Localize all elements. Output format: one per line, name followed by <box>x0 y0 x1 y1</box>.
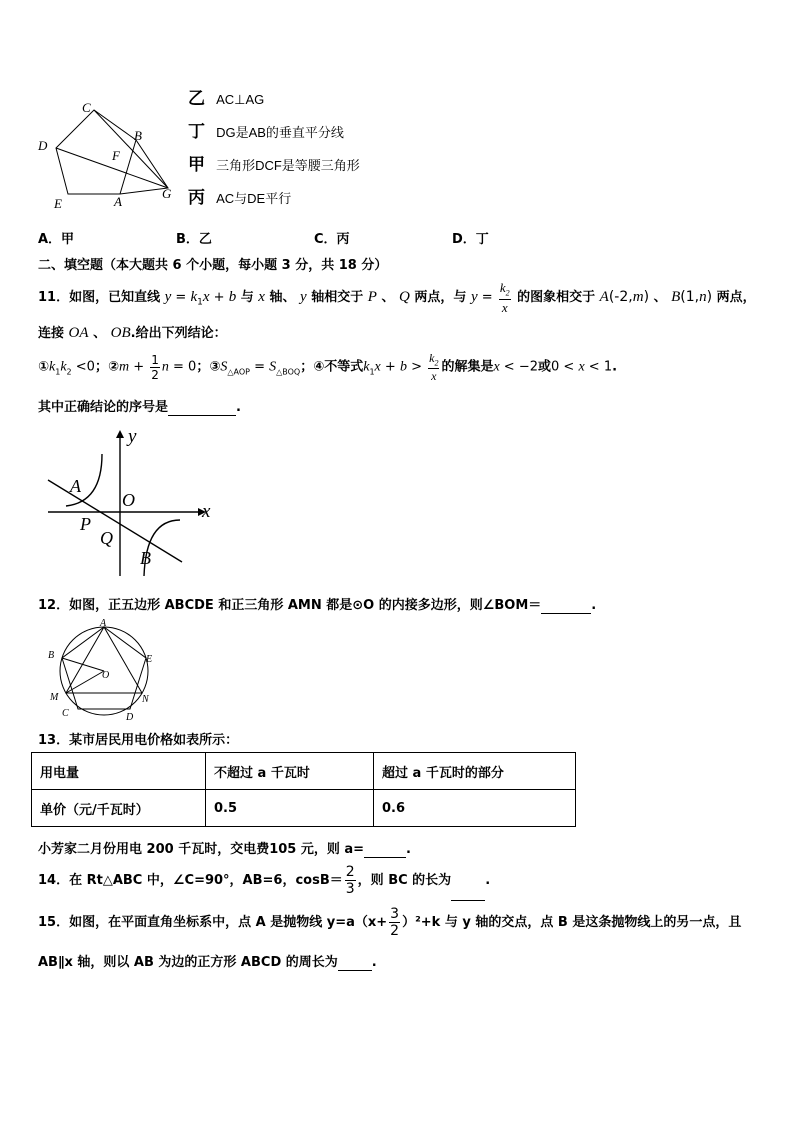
q10-geometry-figure <box>30 96 190 212</box>
q15-text: ）²+k 与 y 轴的交点，点 B 是这条抛物线上的另一点，且 <box>402 915 742 930</box>
q11-text: .给出下列结论： <box>130 326 227 341</box>
label-A: A <box>70 476 81 496</box>
q13-text: 小芳家二月份用电 200 千瓦时，交电费105 元，则 a= <box>38 842 365 857</box>
table-cell: 0.6 <box>374 790 576 827</box>
statement-bing <box>188 183 291 208</box>
statement-text: AC与DE平行 <box>216 191 292 206</box>
label-y: y <box>128 426 137 447</box>
table-cell: 单价（元/千瓦时） <box>32 790 206 827</box>
answer-blank[interactable] <box>451 862 485 901</box>
table-cell: 0.5 <box>206 790 374 827</box>
q11-text: 与 <box>240 289 254 305</box>
label-E: E <box>146 654 153 665</box>
fraction-denominator: 3 <box>345 881 355 897</box>
answer-blank[interactable] <box>338 955 372 971</box>
label-D: D <box>126 712 134 722</box>
label-A: A <box>114 194 122 209</box>
answer-blank[interactable] <box>168 400 236 416</box>
triangle-AMN <box>66 627 142 693</box>
label-A: A <box>100 618 107 629</box>
q12-circle-figure <box>46 616 162 722</box>
section-heading: 二、填空题（本大题共 6 个小题，每小题 3 分，共 18 分） <box>38 258 388 273</box>
q11-line2: 连接 OA 、 OB.给出下列结论： <box>38 325 227 341</box>
q11-text: 的解集是 <box>441 359 494 375</box>
pentagon-ABCDE <box>62 627 146 709</box>
statement-tag: 丙 <box>188 188 205 208</box>
label-C: C <box>82 100 91 115</box>
statement-tag: 甲 <box>188 155 205 175</box>
statement-text: AC⊥AG <box>216 92 265 107</box>
table-cell: 不超过 a 千瓦时 <box>206 753 374 790</box>
q11-text: 两点， <box>716 289 756 305</box>
q11-text: 或 <box>538 359 552 375</box>
q14-text: ，则 BC 的长为 <box>357 873 452 888</box>
label-O: O <box>102 670 110 681</box>
q11-text: 两点，与 <box>414 289 467 305</box>
q11-text: . <box>236 400 241 415</box>
label-x: x <box>202 501 211 522</box>
q11-line1: 11．如图，已知直线 $y = k_1x + b$ 与 x 轴、 y 轴相交于 P 、 Q 两点，与 y = $\frac{k_2}{x}$ 的图象相交于 A(-2,m) 、 B(1,n) 两点， <box>38 280 756 315</box>
label-N: N <box>142 694 149 705</box>
fraction-numerator: 3 <box>390 906 400 922</box>
statement-tag: 乙 <box>188 89 205 109</box>
statement-text: 三角形DCF是等腰三角形 <box>216 158 360 173</box>
fraction-denominator: 2 <box>390 923 400 939</box>
q11-text: . <box>612 359 618 375</box>
q11-text: ；④不等式 <box>300 359 364 375</box>
statement-text: DG是AB的垂直平分线 <box>216 125 344 140</box>
q11-text: 的图象相交于 <box>517 289 596 305</box>
q12-text: 12．如图，正五边形 ABCDE 和正三角形 AMN 都是⊙O 的内接多边形，则∠BOM＝ <box>38 598 542 613</box>
q15-line2 <box>38 951 377 971</box>
statement-yi <box>188 84 264 109</box>
q11-text: 连接 <box>38 326 65 341</box>
q14-text: . <box>485 873 491 888</box>
q11-question <box>38 396 241 416</box>
label-B: B <box>140 548 151 568</box>
table-cell: 超过 a 千瓦时的部分 <box>374 753 576 790</box>
q12-text <box>38 594 596 614</box>
q13-text: . <box>406 842 411 857</box>
price-table <box>31 752 576 827</box>
q11-text: 轴相交于 <box>311 289 364 305</box>
q13-question <box>38 838 411 858</box>
q11-text: ；③ <box>196 359 221 375</box>
statement-jia <box>188 150 360 175</box>
label-B: B <box>134 128 142 143</box>
q14-text: 14．在 Rt△ABC 中，∠C=90°，AB=6，cosB＝ <box>38 873 343 888</box>
q11-conclusions: $①k_1k_2 <0$；②m + $\frac{1}{2}$ n = 0；$③S_{\triangle AOP} = S_{\triangle BOQ}$；④不等式$k_1x + b$ > $\frac{k_2}{x}$ 的解集是x < −2或0 < x < 1. <box>38 351 618 384</box>
q15-text: AB∥x 轴，则以 AB 为边的正方形 ABCD 的周长为 <box>38 955 338 970</box>
q11-text: 、 <box>93 326 107 341</box>
q15-text: . <box>371 955 377 970</box>
q11-text: 11．如图，已知直线 <box>38 289 161 305</box>
q11-text: 轴、 <box>269 289 296 305</box>
table-row <box>32 790 576 827</box>
q15-line1 <box>38 904 741 942</box>
statement-tag: 丁 <box>188 122 205 142</box>
q11-text: ；② <box>94 359 119 375</box>
q11-text: ① <box>38 359 50 375</box>
label-Q: Q <box>100 528 113 548</box>
q11-text: 、 <box>653 289 667 305</box>
line-y-k1x-b <box>48 480 182 562</box>
q14-question <box>38 862 490 901</box>
choice-d[interactable]: D．丁 <box>452 232 489 247</box>
label-B: B <box>48 650 55 661</box>
label-P: P <box>80 514 91 534</box>
label-D: D <box>38 138 48 153</box>
answer-blank[interactable] <box>541 598 591 614</box>
label-M: M <box>50 692 59 703</box>
q11-text: 、 <box>381 289 395 305</box>
q11-graph <box>40 424 230 584</box>
label-G: G <box>162 186 172 201</box>
answer-blank[interactable] <box>364 842 406 858</box>
table-cell: 用电量 <box>32 753 206 790</box>
choice-a[interactable]: A．甲 <box>38 232 75 247</box>
statement-ding <box>188 117 344 142</box>
q15-text: 15．如图，在平面直角坐标系中，点 A 是抛物线 y=a（x+ <box>38 915 388 930</box>
table-row <box>32 753 576 790</box>
q12-text: . <box>591 598 597 613</box>
choice-b[interactable]: B．乙 <box>176 232 212 247</box>
label-F: F <box>112 148 120 163</box>
choice-c[interactable]: C．丙 <box>314 232 350 247</box>
q11-text: 其中正确结论的序号是 <box>38 400 169 415</box>
label-E: E <box>54 196 62 211</box>
fraction-numerator: 2 <box>345 864 355 880</box>
label-C: C <box>62 708 69 719</box>
label-O: O <box>122 490 135 510</box>
q13-intro: 13．某市居民用电价格如表所示： <box>38 733 239 748</box>
